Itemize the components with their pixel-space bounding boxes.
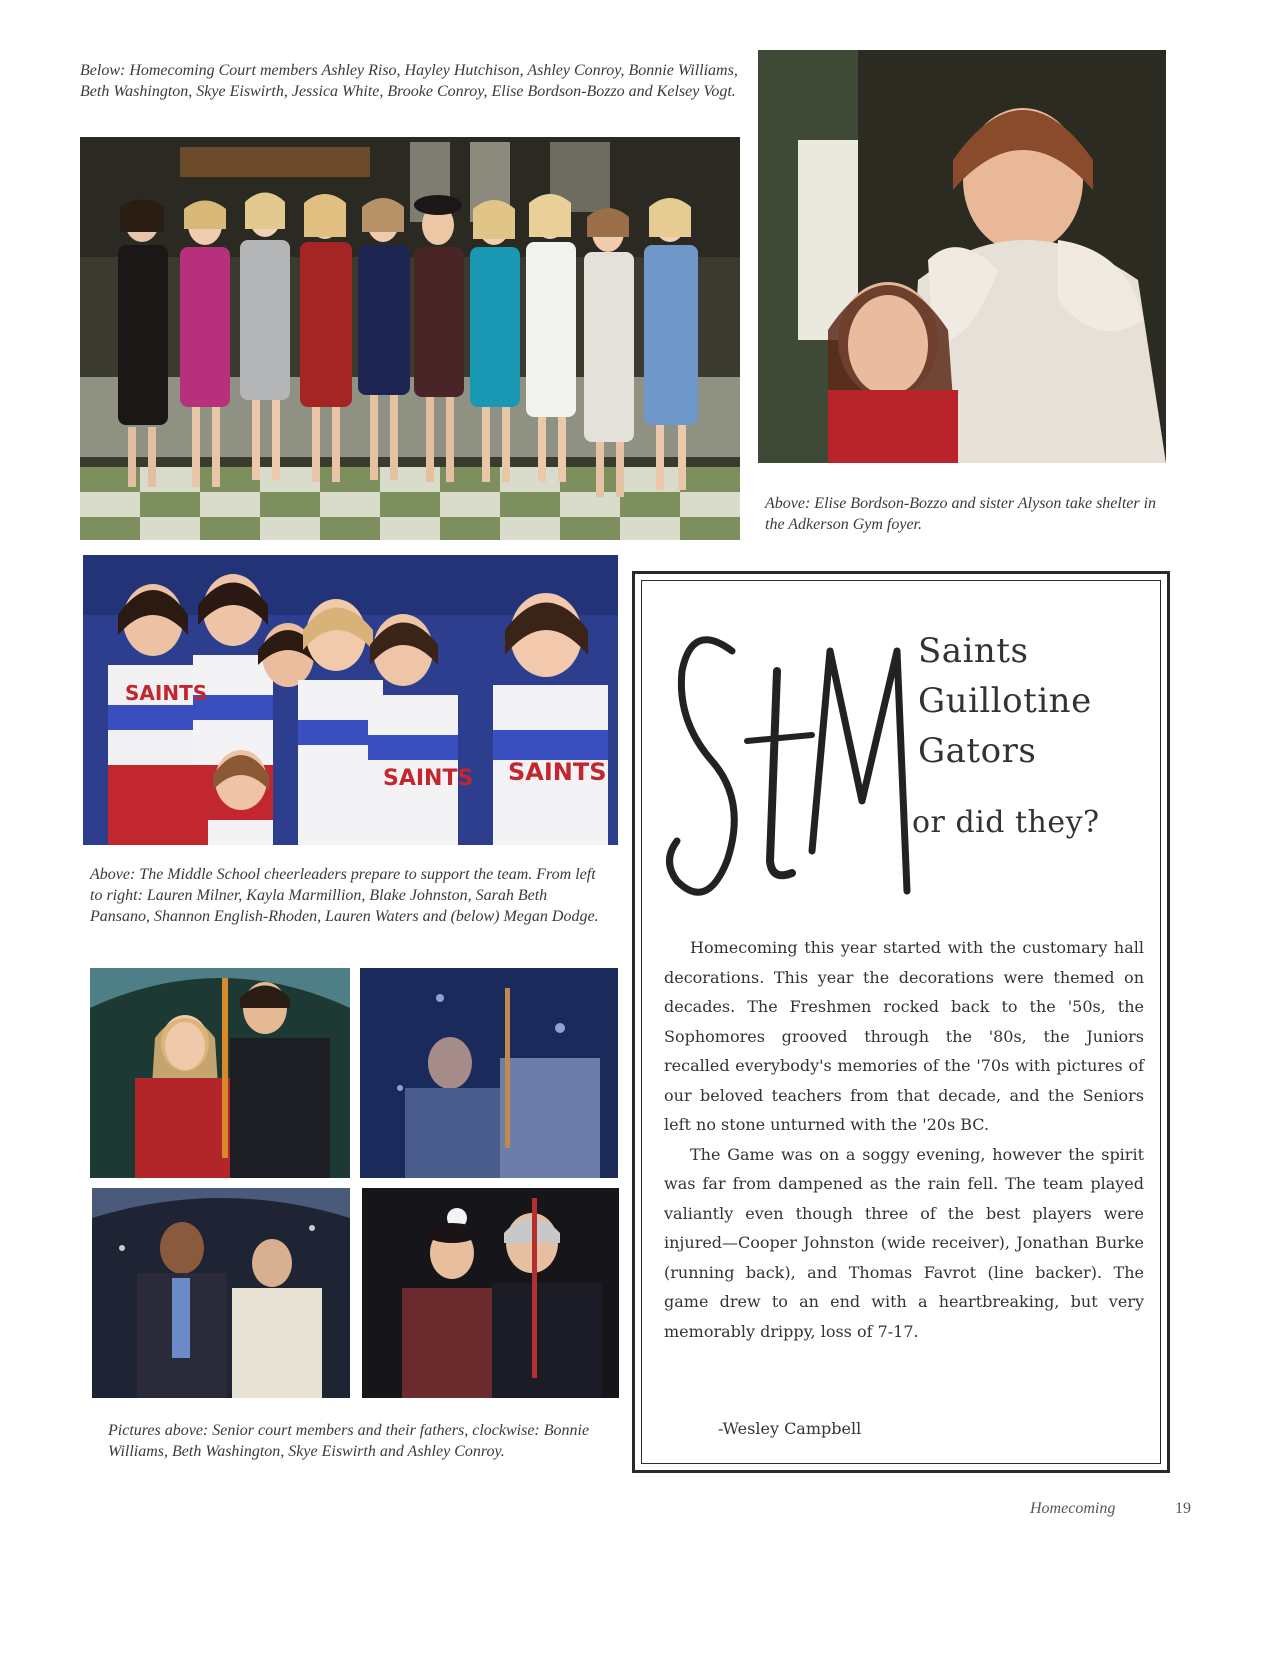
photo-elise-and-alyson: [758, 50, 1166, 463]
photo-middle-school-cheerleaders: [83, 555, 618, 845]
title-subtitle: or did they?: [912, 805, 1100, 840]
article-paragraph-2: The Game was on a soggy evening, however the spirit was far from dampened as the rain fell. The team played valiantly even though three of the best players were injured—Cooper Johnston (wide receiver), Jonathan Burke (running back), and Thomas Favrot (line backer). The game drew to an end with a heartbreaking, but very memorably drippy, loss of 7-17.: [664, 1144, 1144, 1341]
footer-page-number: 19: [1175, 1500, 1191, 1517]
footer-section-name: Homecoming: [1030, 1500, 1116, 1517]
article-paragraph-1: Homecoming this year started with the customary hall decorations. This year the decorations were themed on decades. The Freshmen rocked back to the '50s, the Sophomores grooved through the '80s, the Juniors recalled everybody's memories of the '70s with pictures of our beloved teachers from that decade, and the Seniors left no stone unturned with the '20s BC.: [664, 938, 1144, 1134]
title-gators: Gators: [918, 731, 1037, 771]
title-guillotine: Guillotine: [918, 681, 1092, 721]
jersey-text-1: SAINTS: [125, 681, 208, 705]
title-saints: Saints: [918, 631, 1029, 671]
photo-father-daughter-3: [92, 1188, 350, 1398]
caption-homecoming-court: Below: Homecoming Court members Ashley Riso, Hayley Hutchison, Ashley Conroy, Bonnie Williams, Beth Washington, Skye Eiswirth, Jessica White, Brooke Conroy, Elise Bordson-Bozzo and Kelsey Vogt.: [80, 62, 738, 100]
photo-father-daughter-1: [90, 968, 350, 1178]
caption-fathers: Pictures above: Senior court members and their fathers, clockwise: Bonnie Williams, Beth Washington, Skye Eiswirth and Ashley Conroy.: [108, 1422, 590, 1460]
jersey-text-3: SAINTS: [508, 758, 607, 786]
stm-logo: [652, 611, 932, 941]
caption-cheerleaders: Above: The Middle School cheerleaders prepare to support the team. From left to right: Lauren Milner, Kayla Marmillion, Blake Johnston, Sarah Beth Pansano, Shannon English-Rhoden, Lauren Waters and (below) Megan Dodge.: [90, 866, 599, 925]
caption-elise-and-alyson: Above: Elise Bordson-Bozzo and sister Alyson take shelter in the Adkerson Gym foyer.: [765, 495, 1157, 533]
photo-father-daughter-4: [362, 1188, 619, 1398]
jersey-text-2: SAINTS: [383, 766, 474, 791]
photo-father-daughter-2: [360, 968, 618, 1178]
photo-homecoming-court: [80, 137, 740, 540]
article-body: [664, 933, 1144, 1346]
feature-article-box: [632, 571, 1170, 1473]
article-byline: -Wesley Campbell: [718, 1419, 862, 1438]
